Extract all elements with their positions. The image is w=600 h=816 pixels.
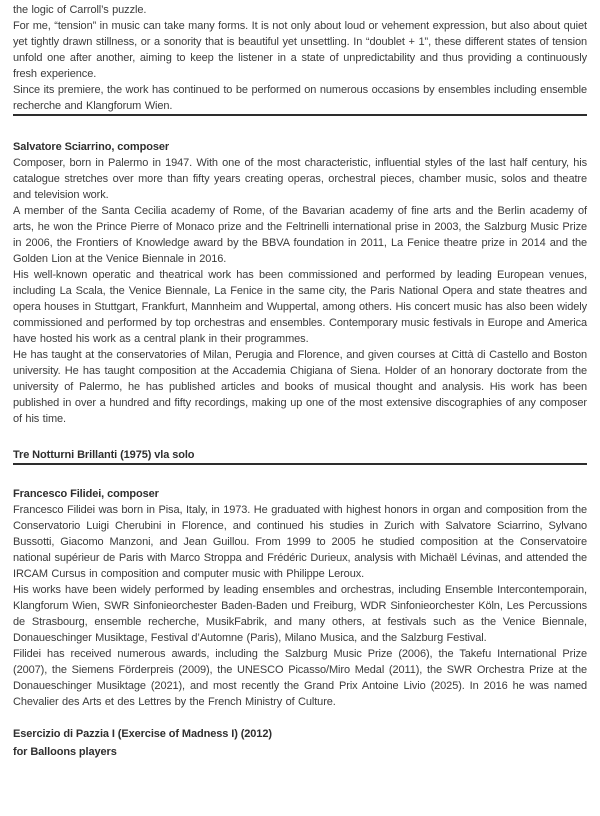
- paragraph-sciarrino-awards: A member of the Santa Cecilia academy of Rome, of the Bavarian academy of fine arts and the Berlin academy of arts, he won the Prince Pierre of Monaco prize and the Feltrinelli international prise in 2003, the Salzburg Music Prize in 2006, the Frontiers of Knowledge award by the BBVA foundation in 2011, La Fenice theatre prize in 2014 and the Golden Lion at the Venice Biennale in 2016.: [13, 205, 587, 265]
- paragraph-sciarrino-venues: His well-known operatic and theatrical work has been commissioned and performed by leading European venues, including La Scala, the Venice Biennale, La Fenice in the same city, the Paris National Opera and state theatres and opera houses in Stuttgart, Frankfurt, Mannheim and Wuppertal, among others. His concert music has also been widely commissioned and performed by top orchestras and ensembles. Contemporary music festivals in Europe and America have hosted his work as a central plank in their programmes.: [13, 269, 587, 345]
- work-title-instrumentation: for Balloons players: [13, 746, 117, 758]
- paragraph-tension: For me, “tension” in music can take many forms. It is not only about loud or vehement expression, but also about quiet yet tightly drawn stillness, or a sonority that is beautiful yet unsettling. In “doublet + 1”, these different states of tension unfold one after another, aiming to keep the listener in a state of unpredictability and thus providing a continuously fresh experience.: [13, 20, 587, 80]
- composer-heading-sciarrino: Salvatore Sciarrino, composer: [13, 141, 170, 153]
- section-divider: [13, 114, 587, 116]
- paragraph-filidei-education: Francesco Filidei was born in Pisa, Italy, in 1973. He graduated with highest honors in organ and composition from the Conservatorio Luigi Cherubini in Florence, and continued his studies in Zurich with Salvatore Sciarrino, Sylvano Bussotti, Giacomo Manzoni, and Jean Guillou. From 1999 to 2005 he studied composition at the Conservatoire national supérieur de Paris with Marco Stroppa and Frédéric Durieux, analysis with Michaël Lévinas, and attended the IRCAM Cursus in composition and computer music with Philippe Leroux.: [13, 504, 587, 580]
- paragraph-filidei-performances: His works have been widely performed by leading ensembles and orchestras, including Ensemble Intercontemporain, Klangforum Wien, SWR Sinfonieorchester Baden-Baden und Freiburg, WDR Sinfonieorchester Köln, Les Percussions de Strasbourg, ensemble recherche, MusikFabrik, and many others, at festivals such as the Venice Biennale, Donaueschinger Musiktage, Festival d’Automne (Paris), Milano Musica, and the Salzburg Festival.: [13, 584, 587, 644]
- paragraph-filidei-awards: Filidei has received numerous awards, including the Salzburg Music Prize (2006), the Takefu International Prize (2007), the Siemens Förderpreis (2009), the UNESCO Picasso/Miro Medal (2011), the SWR Orchestra Prize at the Donaueschinger Musiktage (2021), and most recently the Grand Prix Antoine Livio (2025). In 2016 he was named Chevalier des Arts et des Lettres by the French Ministry of Culture.: [13, 648, 587, 708]
- section-program-note-continuation: [13, 2, 587, 114]
- paragraph-sciarrino-teaching: He has taught at the conservatories of Milan, Perugia and Florence, and given courses at Città di Castello and Boston university. He has taught composition at the Accademia Chigiana of Siena. Holder of an honorary doctorate from the university of Palermo, he has published articles and books of musical thought and analysis. His work has been published in over a hundred and fifty recordings, making up one of the most extensive discographies of any composer of his time.: [13, 349, 587, 425]
- section-divider: [13, 463, 587, 465]
- section-filidei-bio: [13, 486, 587, 760]
- paragraph-sciarrino-intro: Composer, born in Palermo in 1947. With one of the most characteristic, influential styles of the last half century, his catalogue stretches over more than fifty years creating operas, orchestral pieces, chamber music, solos and theatre and television work.: [13, 157, 587, 201]
- paragraph-continuation: the logic of Carroll’s puzzle.: [13, 4, 147, 16]
- work-title-block: [13, 726, 587, 760]
- work-title-tre-notturni: Tre Notturni Brillanti (1975) vla solo: [13, 449, 195, 461]
- composer-heading-filidei: Francesco Filidei, composer: [13, 488, 159, 500]
- section-sciarrino-bio: [13, 139, 587, 463]
- work-title-esercizio: Esercizio di Pazzia I (Exercise of Madness I) (2012): [13, 728, 272, 740]
- paragraph-premiere: Since its premiere, the work has continued to be performed on numerous occasions by ensembles including ensemble recherche and Klangforum Wien.: [13, 84, 587, 112]
